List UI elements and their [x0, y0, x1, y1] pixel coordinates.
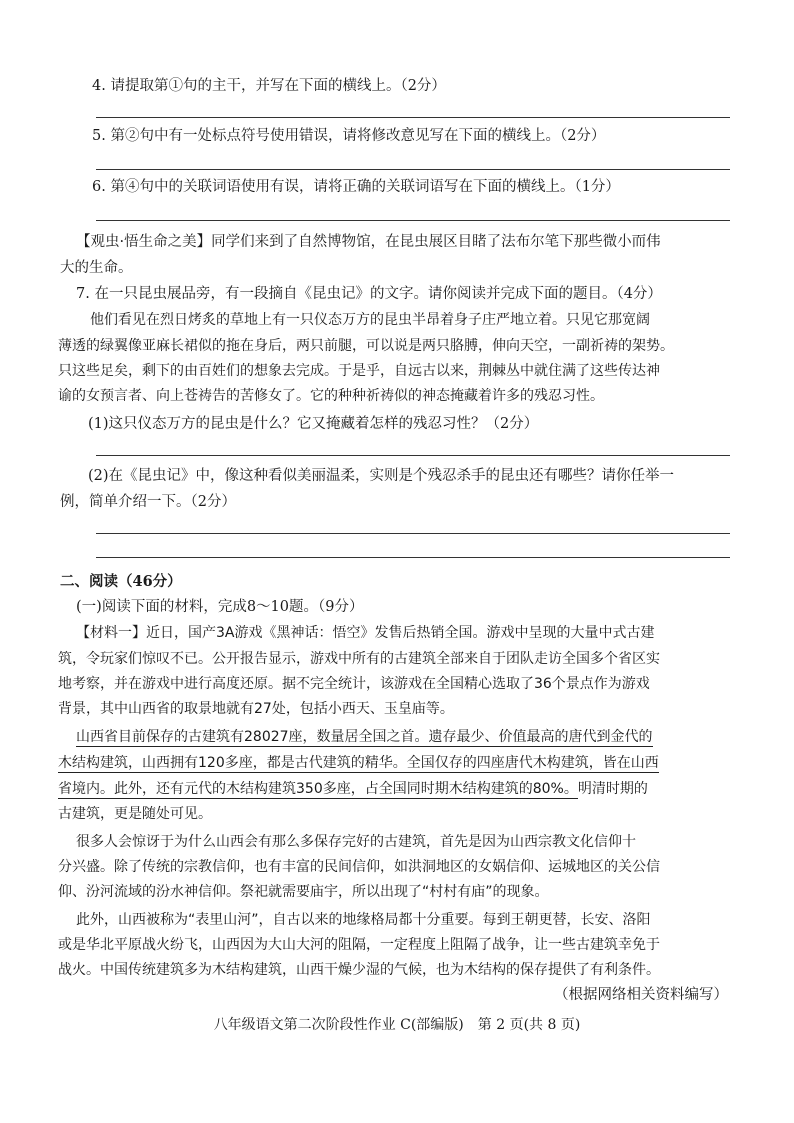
passage-line-1: 他们看见在烈日烤炙的草地上有一只仪态万方的昆虫半昂着身子庄严地立着。只见它那宽阔 — [90, 312, 650, 328]
para4-line-2: 或是华北平原战火纷飞，山西因为大山大河的阻隔，一定程度上阻隔了战争，让一些古建筑幸免于 — [58, 937, 660, 953]
question-7-2-line-2: 例，简单介绍一下。（2分） — [60, 494, 236, 510]
passage-line-3: 只这些足矣，剩下的由百姓们的想象去完成。于是乎，自远古以来，荆棘丛中就住满了这些传达神 — [58, 363, 660, 379]
underlined-text-1: 山西省目前保存的古建筑有28027座，数量居全国之首。遗存最少、价值最高的唐代到金代的 — [76, 729, 653, 745]
material1-line-4: 背景，其中山西省的取景地就有27处，包括小西天、玉皇庙等。 — [58, 701, 454, 717]
insect-intro-line-2: 大的生命。 — [60, 260, 133, 276]
plain-text-3b: 明清时期的 — [577, 781, 648, 797]
material1-line-3: 地考察，并在游戏中进行高度还原。据不完全统计，该游戏在全国精心选取了36个景点作为游戏 — [58, 676, 650, 692]
passage-line-4: 谕的女预言者、向上苍祷告的苦修女了。它的种种祈祷似的神态掩藏着许多的残忍习性。 — [58, 388, 604, 404]
underlined-text-2b: 全国仅存的四座唐代木构建筑，皆在山西 — [406, 755, 659, 771]
reading-sub-heading: (一)阅读下面的材料，完成8～10题。（9分） — [76, 599, 364, 615]
question-4: 4. 请提取第①句的主干，并写在下面的横线上。（2分） — [92, 78, 446, 94]
answer-line-7-2a[interactable] — [96, 533, 730, 534]
underlined-line-1 — [76, 727, 653, 747]
answer-line-6[interactable] — [96, 220, 730, 221]
answer-line-7-1[interactable] — [96, 455, 730, 456]
material1-line-2: 筑，令玩家们惊叹不已。公开报告显示，游戏中所有的古建筑全部来自于团队走访全国多个省区实 — [58, 651, 660, 667]
question-7-2-line-1: (2)在《昆虫记》中，像这种看似美丽温柔，实则是个残忍杀手的昆虫还有哪些？请你任举一 — [88, 468, 675, 484]
reading-heading: 二、阅读（46分） — [60, 573, 182, 590]
question-6: 6. 第④句中的关联词语使用有误，请将正确的关联词语写在下面的横线上。（1分） — [92, 179, 620, 195]
underlined-line-2 — [58, 753, 659, 773]
underlined-text-2a: 木结构建筑，山西拥有120多座，都是古代建筑的精华。 — [58, 755, 407, 771]
para2-line-4: 古建筑，更是随处可见。 — [58, 806, 212, 822]
question-7-1: (1)这只仪态万方的昆虫是什么？它又掩藏着怎样的残忍习性？（2分） — [88, 416, 539, 432]
underlined-text-3a: 省境内。此外，还有元代的木结构建筑350多座，占全国同时期木结构建筑的80%。 — [58, 781, 578, 797]
question-5: 5. 第②句中有一处标点符号使用错误，请将修改意见写在下面的横线上。（2分） — [92, 128, 606, 144]
underlined-line-3 — [58, 779, 648, 799]
insect-intro-line-1: 【观虫·悟生命之美】同学们来到了自然博物馆，在昆虫展区目睹了法布尔笔下那些微小而伟 — [76, 234, 661, 250]
source-note: （根据网络相关资料编写） — [554, 987, 728, 1003]
passage-line-2: 薄透的绿翼像亚麻长裙似的拖在身后，两只前腿，可以说是两只胳膊，伸向天空，一副祈祷的架势。 — [58, 338, 674, 354]
para4-line-3: 战火。中国传统建筑多为木结构建筑，山西干燥少湿的气候，也为木结构的保存提供了有利条件。 — [58, 962, 660, 978]
para3-line-2: 分兴盛。除了传统的宗教信仰，也有丰富的民间信仰，如洪洞地区的女娲信仰、运城地区的关公信 — [58, 859, 660, 875]
material1-line-1: 【材料一】近日，国产3A游戏《黑神话：悟空》发售后热销全国。游戏中呈现的大量中式古建 — [76, 625, 655, 641]
para4-line-1: 此外，山西被称为“表里山河”，自古以来的地缘格局都十分重要。每到王朝更替，长安、洛阳 — [76, 912, 651, 928]
para3-line-1: 很多人会惊讶于为什么山西会有那么多保存完好的古建筑，首先是因为山西宗教文化信仰十 — [76, 834, 636, 850]
para3-line-3: 仰、汾河流域的汾水神信仰。祭祀就需要庙宇，所以出现了“村村有庙”的现象。 — [58, 884, 549, 900]
answer-line-4[interactable] — [96, 117, 730, 118]
page-footer: 八年级语文第二次阶段性作业 C(部编版) 第 2 页(共 8 页) — [213, 1017, 581, 1033]
answer-line-5[interactable] — [96, 169, 730, 170]
question-7: 7. 在一只昆虫展品旁，有一段摘自《昆虫记》的文字。请你阅读并完成下面的题目。（4分） — [76, 286, 662, 302]
answer-line-7-2b[interactable] — [96, 557, 730, 558]
